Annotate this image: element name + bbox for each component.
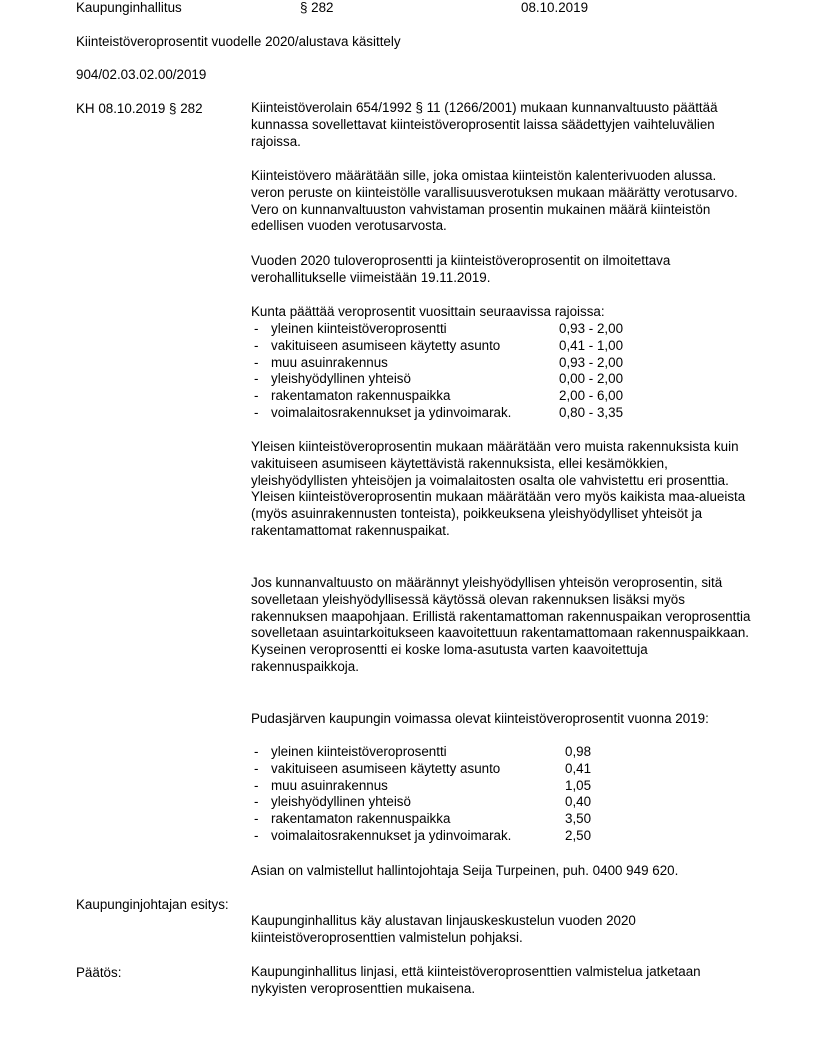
proposal-label: Kaupunginjohtajan esitys: (76, 897, 229, 912)
header-section: § 282 (300, 0, 334, 15)
current-rates-intro: Pudasjärven kaupungin voimassa olevat kiinteistöveroprosentit vuonna 2019: (251, 711, 709, 726)
prepared-by: Asian on valmistellut hallintojohtaja Seija Turpeinen, puh. 0400 949 620. (251, 863, 679, 878)
proposal-text: Kaupunginhallitus käy alustavan linjauskeskustelun vuoden 2020 kiinteistöveroprosenttien valmistelun pohjaksi. (251, 913, 636, 945)
header-date: 08.10.2019 (521, 0, 589, 15)
header-body: Kaupunginhallitus (76, 0, 182, 15)
document-title: Kiinteistöveroprosentit vuodelle 2020/alustava käsittely (76, 34, 401, 49)
paragraph-legal-basis: Kiinteistöverolain 654/1992 § 11 (1266/2001) mukaan kunnanvaltuusto päättää kunnassa sovellettavat kiinteistöveroprosentit laissa säädettyjen vaihteluvälien rajoissa. (251, 100, 718, 149)
paragraph-tax-definition: Kiinteistövero määrätään sille, joka omistaa kiinteistön kalenterivuoden alussa. veron peruste on kiinteistölle varallisuusverotuksen mukaan määrätty verotusarvo. Vero on kunnanvaltuuston vahvistaman prosentin mukainen määrä kiinteistön edellisen vuoden verotusarvosta. (251, 168, 738, 234)
file-number: 904/02.03.02.00/2019 (76, 67, 207, 82)
paragraph-nonprofit-rate: Jos kunnanvaltuusto on määrännyt yleishyödyllisen yhteisön veroprosentin, sitä sovelletaan yleishyödyllisessä käytössä olevan rakennuksen lisäksi myös rakennuksen maapohjaan. Erillistä rakentamattoman rakennuspaikan veroprosenttia sovelletaan asuintarkoitukseen kaavoitettuun rakentamattomaan rakennuspaikkaan. Kyseinen veroprosentti ei koske loma-asutusta varten kaavoitettuja rakennuspaikkoja. (251, 575, 751, 674)
paragraph-general-rate: Yleisen kiinteistöveroprosentin mukaan määrätään vero muista rakennuksista kuin vakituiseen asumiseen käytettävistä rakennuksista, ellei kesämökkien, yleishyödyllisten yhteisöjen ja voimalaitosten osalta ole vahvistettu eri prosenttia. Yleisen kiinteistöveroprosentin mukaan määrätään vero myös kaikista maa-alueista (myös asuinrakennusten tonteista), poikkeuksena yleishyödylliset yhteisöt ja rakentamattomat rakennuspaikat. (251, 439, 746, 538)
ranges-intro: Kunta päättää veroprosentit vuosittain seuraavissa rajoissa: (251, 304, 605, 319)
meeting-reference: KH 08.10.2019 § 282 (76, 101, 203, 116)
decision-label: Päätös: (76, 965, 122, 980)
decision-text: Kaupunginhallitus linjasi, että kiinteistöveroprosenttien valmistelua jatketaan nykyisten veroprosenttien mukaisena. (251, 964, 701, 996)
paragraph-deadline: Vuoden 2020 tuloveroprosentti ja kiinteistöveroprosentit on ilmoitettava verohallitukselle viimeistään 19.11.2019. (251, 253, 671, 285)
